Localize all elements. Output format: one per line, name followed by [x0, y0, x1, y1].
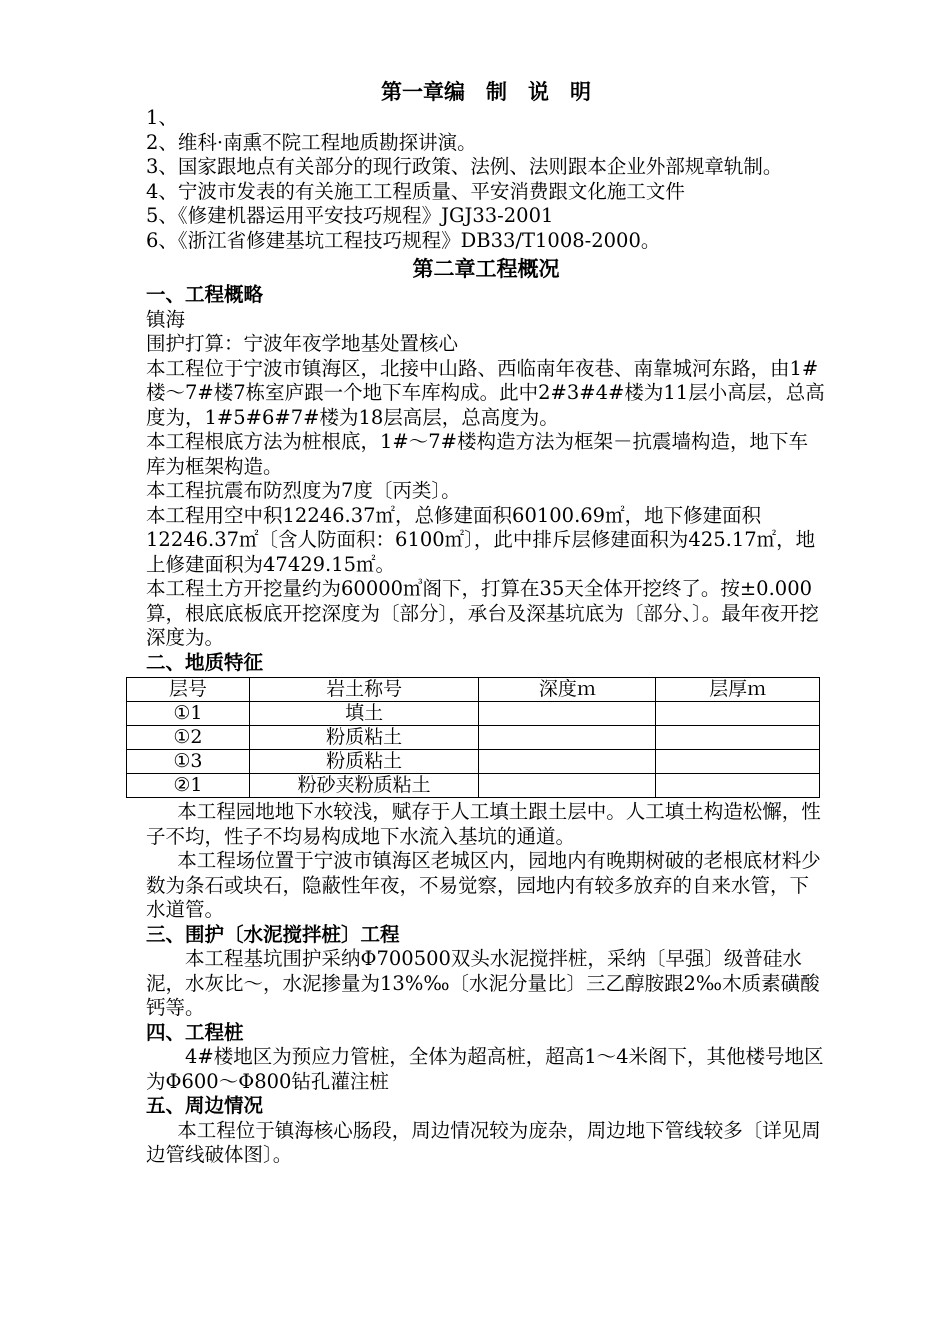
table-cell: 粉质粘土 — [249, 750, 479, 774]
table-cell: ①1 — [127, 702, 250, 726]
location-text: 镇海 — [146, 307, 186, 331]
section1-heading: 一、工程概略 — [146, 283, 264, 306]
table-row — [127, 702, 820, 726]
table-header-cell: 层厚ｍ — [656, 678, 820, 702]
table-row — [127, 750, 820, 774]
table-cell — [479, 726, 656, 750]
section3-heading: 三、围护〔水泥搅拌桩〕工程 — [146, 922, 400, 946]
table-row — [127, 726, 820, 750]
table-cell: ②1 — [127, 774, 250, 798]
table-cell: 填土 — [249, 702, 479, 726]
section4-heading: 四、工程桩 — [146, 1020, 244, 1044]
designer-text: 围护打算：宁波年夜学地基处置核心 — [146, 332, 459, 355]
table-cell — [479, 750, 656, 774]
table-cell — [656, 702, 820, 726]
table-cell — [656, 726, 820, 750]
chapter1-title: 第一章编 制 说 明 — [381, 79, 591, 104]
foundation-paragraph: 本工程根底方法为桩根底，1#～7#楼构造方法为框架－抗震墙构造，地下车库为框架构造。 — [146, 430, 808, 478]
table-cell: ①3 — [127, 750, 250, 774]
mixing-pile-paragraph: 本工程基坑围护采纳Φ700500双头水泥搅拌桩，采纳〔早强〕级普硅水泥，水灰比～，水泥掺量为13%‰〔水泥分量比〕三乙醇胺跟2‰木质素磺酸钙等。 — [146, 947, 820, 1019]
section5-heading: 五、周边情况 — [146, 1094, 264, 1117]
reference-item-3: 3、国家跟地点有关部分的现行政策、法例、法则跟本企业外部规章轨制。 — [146, 155, 783, 178]
table-header-row — [127, 678, 820, 702]
table-header-cell: 岩土称号 — [249, 678, 479, 702]
section2-heading: 二、地质特征 — [146, 650, 264, 674]
surroundings-paragraph: 本工程位于镇海核心肠段，周边情况较为庞杂，周边地下管线较多〔详见周边管线破体图〕。 — [146, 1118, 821, 1166]
excavation-paragraph: 本工程土方开挖量约为60000㎥阁下，打算在35天全体开挖终了。按±0.000算，根底底板底开挖深度为〔部分〕，承台及深基坑底为〔部分、〕。最年夜开挖深度为。 — [146, 577, 819, 649]
reference-item-2: 2、维科·南熏不院工程地质勘探讲演。 — [146, 130, 477, 154]
site-paragraph: 本工程场位置于宁波市镇海区老城区内，园地内有晚期树破的老根底材料少数为条石或块石，隐蔽性年夜，不易觉察，园地内有较多放弃的自来水管，下水道管。 — [146, 849, 821, 921]
table-cell — [656, 750, 820, 774]
reference-item-4: 4、宁波市发表的有关施工工程质量、平安消费跟文化施工文件 — [146, 179, 685, 203]
table-cell: 粉砂夹粉质粘土 — [249, 774, 479, 798]
chapter2-title: 第二章工程概况 — [412, 256, 560, 281]
document-page — [146, 76, 826, 1168]
table-header-cell: 深度ｍ — [479, 678, 656, 702]
table-cell: ①2 — [127, 726, 250, 750]
table-header-cell: 层号 — [127, 678, 250, 702]
project-location-paragraph: 本工程位于宁波市镇海区，北接中山路、西临南年夜巷、南靠城河东路，由1#楼～7#楼7栋室庐跟一个地下车库构成。此中2#3#4#楼为11层小高层，总高度为，1#5#6#7#楼为18层高层，总高度为。 — [146, 356, 825, 429]
table-row — [127, 774, 820, 798]
reference-item-5: 5、《修建机器运用平安技巧规程》JGJ33-2001 — [146, 204, 554, 227]
geology-table — [126, 677, 820, 798]
table-cell — [479, 774, 656, 798]
table-cell — [479, 702, 656, 726]
table-cell — [656, 774, 820, 798]
pile-paragraph: 4#楼地区为预应力管桩，全体为超高桩，超高1～4米阁下，其他楼号地区为Φ600～Φ800钻孔灌注桩 — [146, 1045, 824, 1093]
seismic-paragraph: 本工程抗震布防烈度为7度〔丙类〕。 — [146, 479, 461, 502]
area-paragraph: 本工程用空中积12246.37㎡，总修建面积60100.69㎡，地下修建面积12246.37㎡〔含人防面积：6100㎡〕，此中排斥层修建面积为425.17㎡，地上修建面积为47429.15㎡。 — [146, 503, 816, 576]
reference-item-1: 1、 — [146, 106, 178, 129]
table-cell: 粉质粘土 — [249, 726, 479, 750]
groundwater-paragraph: 本工程园地地下水较浅，赋存于人工填土跟土层中。人工填土构造松懈，性子不均，性子不均易构成地下水流入基坑的通道。 — [146, 800, 821, 848]
reference-item-6: 6、《浙江省修建基坑工程技巧规程》DB33/T1008-2000。 — [146, 228, 661, 252]
